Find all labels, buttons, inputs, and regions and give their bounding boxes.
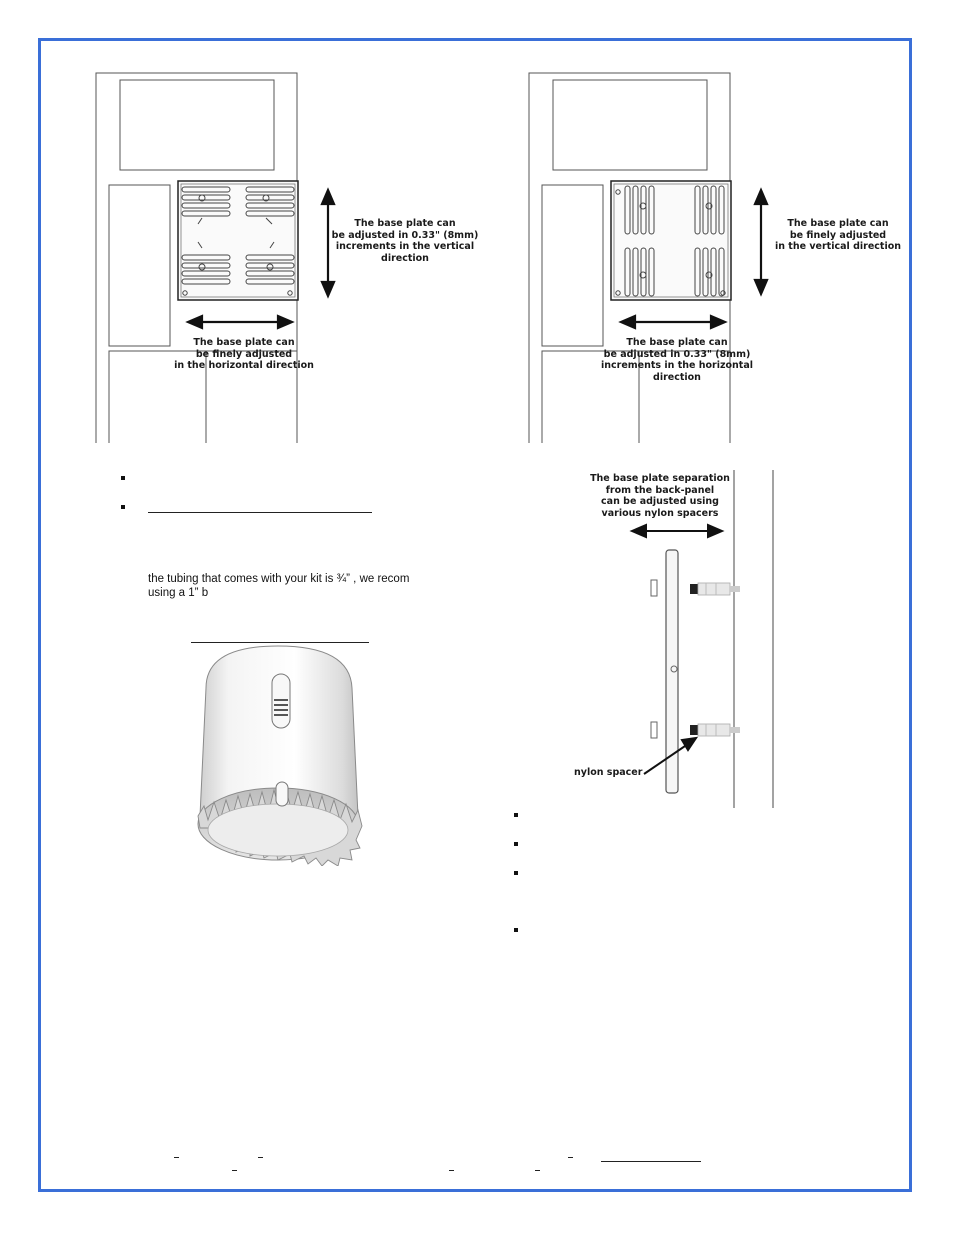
right-horizontal-label: The base plate can be adjusted in 0.33" (8mm) increments in the horizontal direction xyxy=(600,337,754,383)
underline xyxy=(191,642,369,643)
underline xyxy=(148,512,372,513)
footer-mark xyxy=(174,1157,179,1158)
footer-mark xyxy=(258,1157,263,1158)
left-vertical-label: The base plate can be adjusted in 0.33" (8mm) increments in the vertical direction xyxy=(331,218,479,264)
bullet xyxy=(514,842,518,846)
body-line-2: using a 1” b xyxy=(148,587,209,599)
bullet xyxy=(514,928,518,932)
bullet xyxy=(121,505,125,509)
hole-saw-illustration xyxy=(192,644,372,866)
left-horizontal-label: The base plate can be finely adjusted in the horizontal direction xyxy=(174,337,314,371)
footer-mark xyxy=(232,1170,237,1171)
bullet xyxy=(514,871,518,875)
base-plate xyxy=(178,181,298,300)
footer-mark xyxy=(449,1170,454,1171)
nylon-spacer-label: nylon spacer xyxy=(574,767,643,778)
footer-underline xyxy=(601,1161,701,1162)
spacer-side-diagram xyxy=(570,468,780,813)
right-panel-diagram xyxy=(523,68,903,448)
right-vertical-label: The base plate can be finely adjusted in the vertical direction xyxy=(774,218,901,252)
separation-label: The base plate separation from the back-panel can be adjusted using various nylon spacers xyxy=(590,473,730,519)
footer-mark xyxy=(568,1157,573,1158)
bullet xyxy=(121,476,125,480)
body-line-1: the tubing that comes with your kit is ¾” , we recom xyxy=(148,573,410,585)
bullet xyxy=(514,813,518,817)
base-plate xyxy=(611,181,731,300)
footer-mark xyxy=(535,1170,540,1171)
